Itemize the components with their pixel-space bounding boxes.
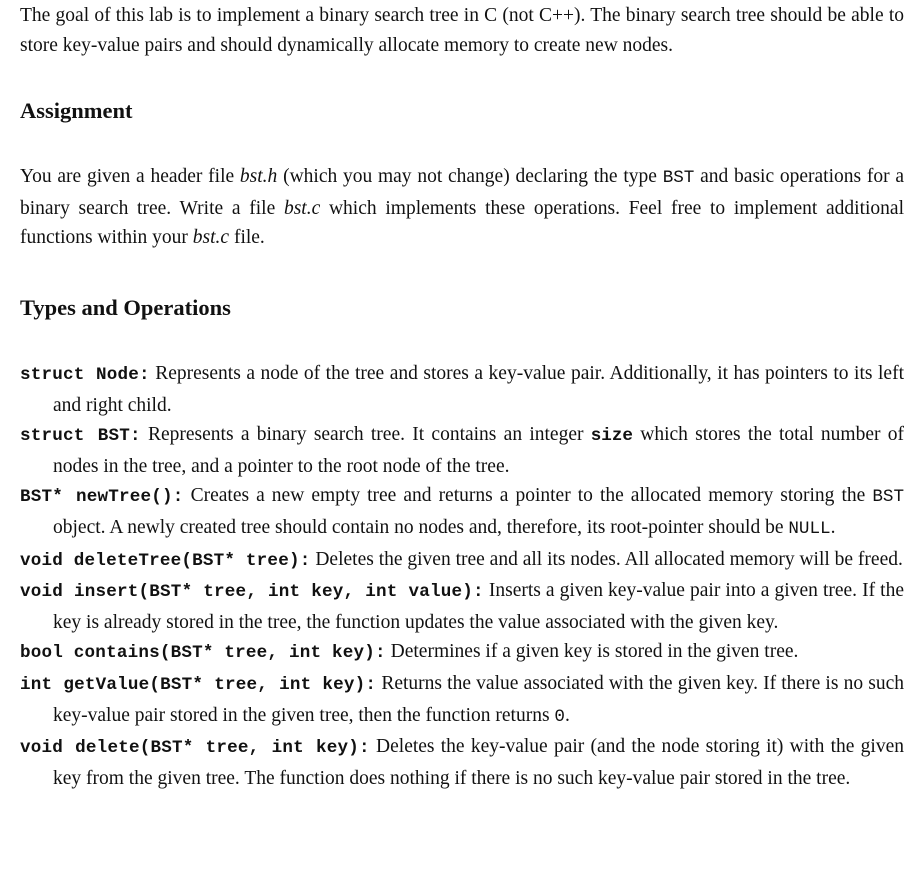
op-signature: struct Node: [20, 364, 150, 385]
op-signature: void delete(BST* tree, int key): [20, 738, 370, 759]
op-struct-bst [20, 420, 904, 481]
op-description: Determines if a given key is stored in the given tree. [385, 641, 799, 663]
source-file-name: bst.c [283, 197, 321, 219]
op-description: Deletes the key-value pair (and the node storing it) with the given key from the given tree. The function does nothing if there is no such key-value pair stored in the tree. [53, 736, 904, 789]
assignment-paragraph [20, 162, 904, 253]
op-description-2: object. A newly created tree should contain no nodes and, therefore, its root-pointer should be [53, 516, 789, 538]
op-new-tree [20, 481, 904, 544]
size-code: size [590, 426, 633, 447]
op-description-1: Returns the value associated with the given key. If there is no such key-value pair stored in the given tree, then the function returns [53, 672, 904, 726]
op-description: Inserts a given key-value pair into a given tree. If the key is already stored in the tree, the function updates the value associated with the given key. [53, 580, 904, 633]
op-description: Deletes the given tree and all its nodes. All allocated memory will be freed. [310, 548, 903, 570]
assignment-heading: Assignment [20, 98, 133, 124]
bst-code: BST [872, 487, 905, 508]
assignment-text-5: file. [229, 227, 265, 249]
op-signature: bool contains(BST* tree, int key): [20, 643, 386, 664]
op-signature: int getValue(BST* tree, int key): [20, 674, 377, 695]
op-description-3: . [830, 516, 836, 538]
op-insert [20, 576, 904, 637]
op-signature: struct BST: [20, 426, 141, 447]
assignment-text-2: (which you may not change) declaring the type [277, 166, 663, 188]
assignment-text-4: which implements these operations. Feel free to implement additional functions within your [20, 197, 904, 249]
op-delete [20, 732, 904, 793]
intro-paragraph: The goal of this lab is to implement a binary search tree in C (not C++). The binary search tree should be able to store key-value pairs and should dynamically allocate memory to create new nodes. [20, 5, 904, 56]
assignment-text-1: You are given a header file [20, 166, 240, 188]
zero-code: 0 [554, 706, 565, 727]
null-code: NULL [788, 518, 831, 539]
op-signature: BST* newTree(): [20, 487, 184, 508]
op-signature: void deleteTree(BST* tree): [20, 550, 311, 571]
source-file-name-2: bst.c [192, 227, 230, 249]
op-contains [20, 637, 904, 669]
types-heading: Types and Operations [20, 294, 231, 320]
op-signature: void insert(BST* tree, int key, int value): [20, 582, 484, 603]
op-delete-tree [20, 545, 904, 577]
op-description-1: Represents a binary search tree. It contains an integer [140, 424, 591, 446]
op-description-2: . [564, 704, 570, 726]
header-file-name: bst.h [239, 166, 278, 188]
op-description: Represents a node of the tree and stores a key-value pair. Additionally, it has pointers to its left and right child. [53, 362, 904, 416]
assignment-text-3: and basic operations for a binary search tree. Write a file [20, 166, 905, 219]
type-bst-code: BST [662, 168, 695, 189]
operations-list [20, 359, 904, 793]
op-description-2: which stores the total number of nodes in the tree, and a pointer to the root node of the tree. [53, 424, 904, 477]
op-get-value [20, 669, 904, 732]
op-description-1: Creates a new empty tree and returns a pointer to the allocated memory storing the [183, 485, 873, 507]
op-struct-node [20, 359, 904, 420]
